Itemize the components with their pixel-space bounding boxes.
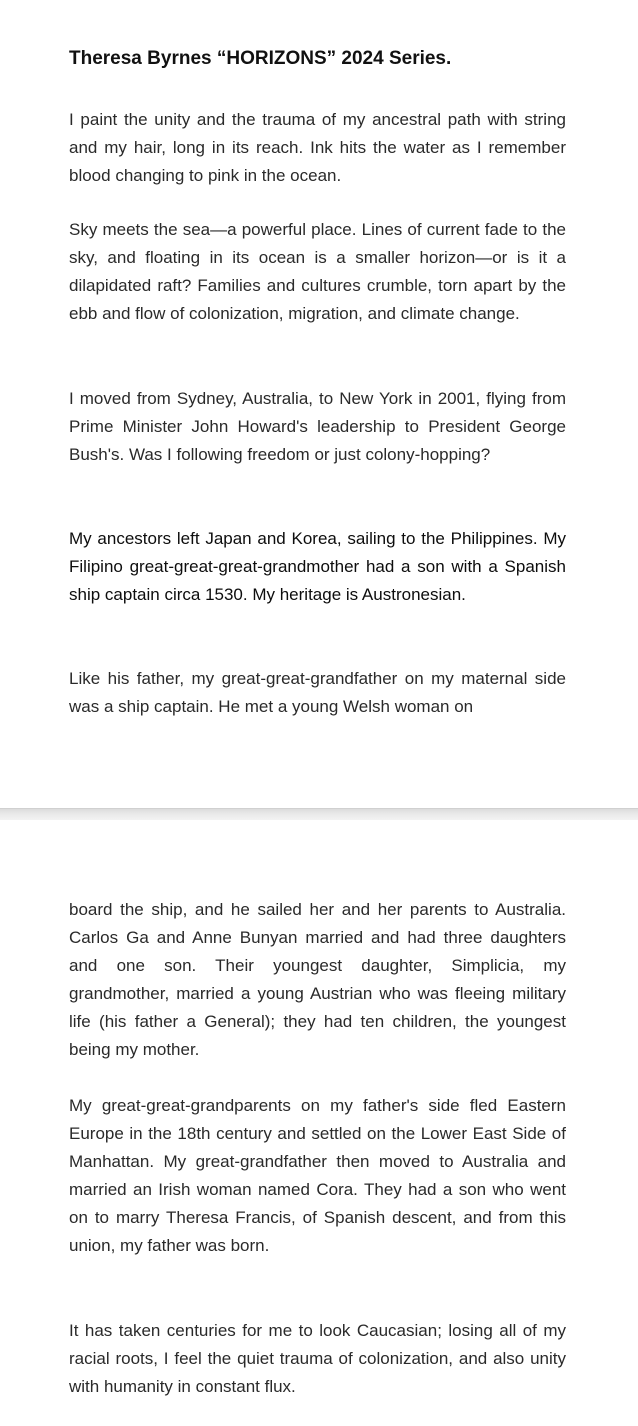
paragraph-1: I paint the unity and the trauma of my ancestral path with string and my hair, long in its reach. Ink hits the water as I remember blood changing to pink in the ocean. bbox=[69, 110, 566, 185]
page-break-divider bbox=[0, 808, 638, 820]
paragraph-2: Sky meets the sea—a powerful place. Lines of current fade to the sky, and floating in its ocean is a smaller horizon—or is it a dilapidated raft? Families and cultures crumble, torn apart by the ebb and flow of colonization, migration, and climate change. bbox=[69, 220, 566, 323]
paragraph-5: Like his father, my great-great-grandfather on my maternal side was a ship captain. He met a young Welsh woman on bbox=[69, 669, 566, 716]
document-title: Theresa Byrnes “HORIZONS” 2024 Series. bbox=[69, 48, 452, 69]
paragraph-4: My ancestors left Japan and Korea, sailing to the Philippines. My Filipino great-great-great-grandmother had a son with a Spanish ship captain circa 1530. My heritage is Austronesian. bbox=[69, 529, 566, 604]
paragraph-7: My great-great-grandparents on my father's side fled Eastern Europe in the 18th century and settled on the Lower East Side of Manhattan. My great-grandfather then moved to Australia and married an Irish woman named Cora. They had a son who went on to marry Theresa Francis, of Spanish descent, and from this union, my father was born. bbox=[69, 1096, 566, 1255]
paragraph-6: board the ship, and he sailed her and her parents to Australia. Carlos Ga and Anne Bunyan married and had three daughters and one son. Their youngest daughter, Simplicia, my grandmother, married a young Austrian who was fleeing military life (his father a General); they had ten children, the youngest being my mother. bbox=[69, 900, 566, 1059]
paragraph-8: It has taken centuries for me to look Caucasian; losing all of my racial roots, I feel the quiet trauma of colonization, and also unity with humanity in constant flux. bbox=[69, 1321, 566, 1396]
paragraph-3: I moved from Sydney, Australia, to New York in 2001, flying from Prime Minister John Howard's leadership to President George Bush's. Was I following freedom or just colony-hopping? bbox=[69, 389, 566, 464]
document-page-2 bbox=[0, 820, 638, 1426]
